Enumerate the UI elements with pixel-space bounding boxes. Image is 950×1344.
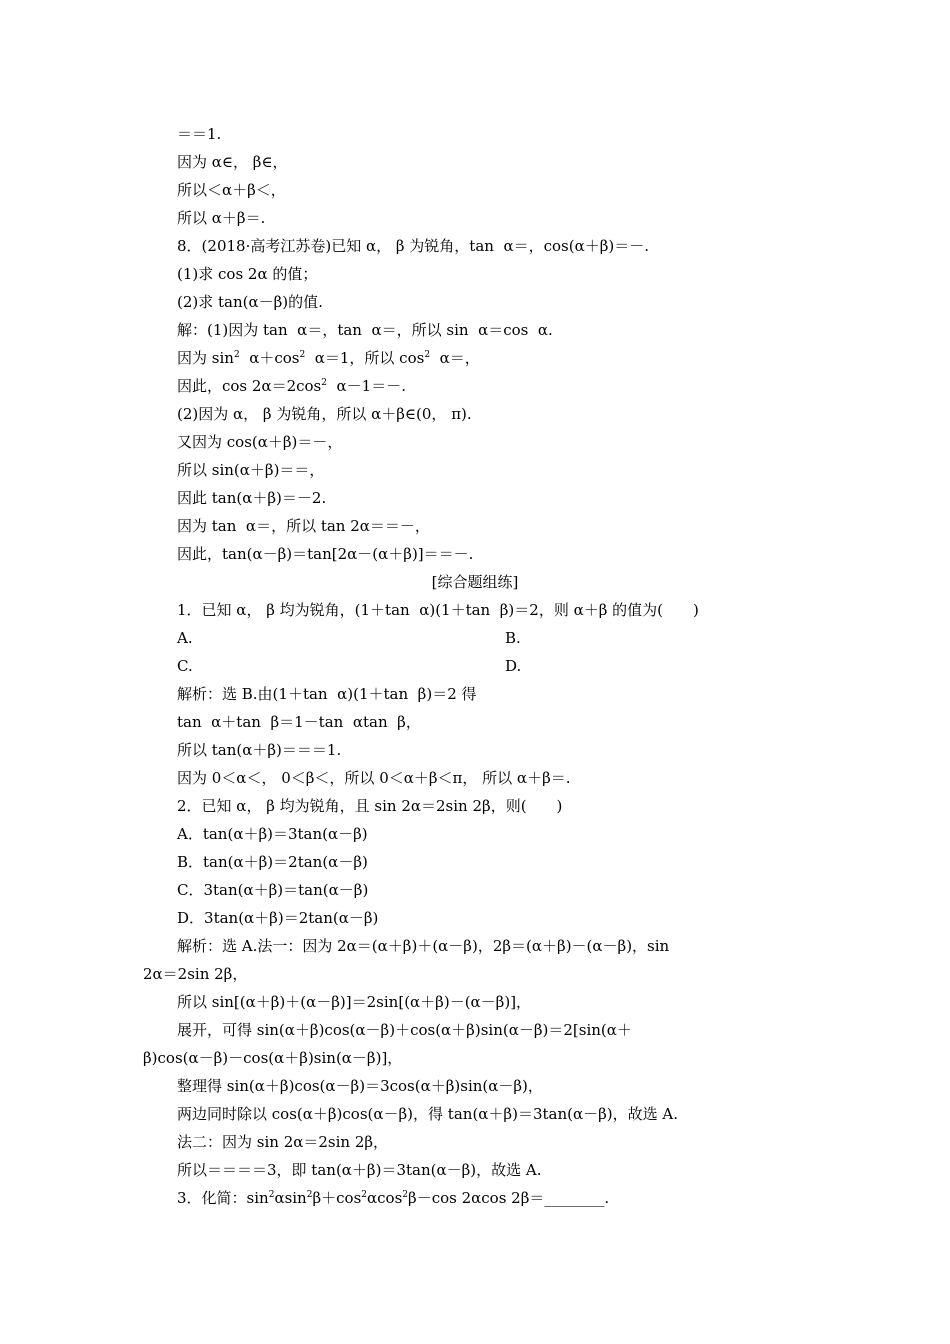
analysis-line: 因为 0＜α＜， 0＜β＜，所以 0＜α＋β＜π， 所以 α＋β＝. — [177, 769, 571, 787]
problem-8-part-2: (2)求 tan(α－β)的值. — [177, 293, 323, 311]
text-line: 因为 α∈， β∈， — [177, 153, 288, 171]
solution-line: 解：(1)因为 tan α＝，tan α＝，所以 sin α＝cos α. — [177, 321, 553, 339]
solution-line: 因为 tan α＝，所以 tan 2α＝＝－， — [177, 517, 430, 535]
solution-line: 因此，tan(α－β)＝tan[2α－(α＋β)]＝＝－. — [177, 545, 474, 563]
option-a: A．tan(α＋β)＝3tan(α－β) — [177, 825, 368, 843]
option-b: B. — [505, 629, 521, 647]
question-3: 3．化简：$\sin^2\alpha\sin^2\beta+\cos^2\alpha\cos^2\beta-\cos$ 2αcos 2β＝________. — [177, 1189, 610, 1207]
analysis-line: 法二：因为 sin 2α＝2sin 2β， — [177, 1133, 389, 1151]
question-2: 2．已知 α， β 均为锐角，且 sin 2α＝2sin 2β，则( ) — [177, 797, 563, 815]
option-d: D．3tan(α＋β)＝2tan(α－β) — [177, 909, 379, 927]
problem-8: 8．(2018·高考江苏卷)已知 α， β 为锐角，tan α＝，cos(α＋β)＝－. — [177, 237, 649, 255]
problem-8-part-1: (1)求 cos 2α 的值； — [177, 265, 318, 283]
text-line: 所以 α＋β＝. — [177, 209, 266, 227]
analysis-line: 所以＝＝＝＝3，即 tan(α＋β)＝3tan(α－β)，故选 A. — [177, 1161, 542, 1179]
option-c: C. — [177, 657, 193, 675]
analysis-line: 2α＝2sin 2β， — [143, 965, 248, 983]
section-heading: [综合题组练] — [431, 573, 519, 591]
text-line: 所以＜α＋β＜， — [177, 181, 286, 199]
analysis-line: 所以 sin[(α＋β)＋(α－β)]＝2sin[(α＋β)－(α－β)]， — [177, 993, 532, 1011]
analysis-line: β)cos(α－β)－cos(α＋β)sin(α－β)]， — [143, 1049, 403, 1067]
analysis-line: tan α＋tan β＝1－tan αtan β， — [177, 713, 421, 731]
solution-line: 所以 sin(α＋β)＝＝， — [177, 461, 325, 479]
analysis-line: 解析：选 B.由(1＋tan α)(1＋tan β)＝2 得 — [177, 685, 477, 703]
analysis-line: 整理得 sin(α＋β)cos(α－β)＝3cos(α＋β)sin(α－β)， — [177, 1077, 543, 1095]
analysis-line: 展开，可得 sin(α＋β)cos(α－β)＋cos(α＋β)sin(α－β)＝2[sin(α＋ — [177, 1021, 632, 1039]
solution-line-cos2a: 因此，$\cos 2\alpha=2\cos^2$ α－1＝－. — [177, 377, 406, 395]
option-c: C．3tan(α＋β)＝tan(α－β) — [177, 881, 369, 899]
solution-line: 又因为 cos(α＋β)＝－， — [177, 433, 343, 451]
analysis-line: 所以 tan(α＋β)＝＝＝1. — [177, 741, 342, 759]
option-b: B．tan(α＋β)＝2tan(α－β) — [177, 853, 368, 871]
solution-line: 因此 tan(α＋β)＝－2. — [177, 489, 327, 507]
analysis-line: 解析：选 A.法一：因为 2α＝(α＋β)＋(α－β)，2β＝(α＋β)－(α－β)，sin — [177, 937, 670, 955]
option-d: D. — [505, 657, 522, 675]
text-line: ＝＝1. — [177, 125, 222, 143]
solution-line: (2)因为 α， β 为锐角，所以 α＋β∈(0， π). — [177, 405, 472, 423]
solution-line-squares: 因为 $\sin^2 \alpha+\cos^2$ α＝1，所以 $\cos^2 \alpha=$， — [177, 349, 480, 367]
option-a: A. — [177, 629, 193, 647]
question-1: 1．已知 α， β 均为锐角，(1＋tan α)(1＋tan β)＝2，则 α＋β 的值为( ) — [177, 601, 699, 619]
analysis-line: 两边同时除以 cos(α＋β)cos(α－β)，得 tan(α＋β)＝3tan(α－β)，故选 A. — [177, 1105, 678, 1123]
